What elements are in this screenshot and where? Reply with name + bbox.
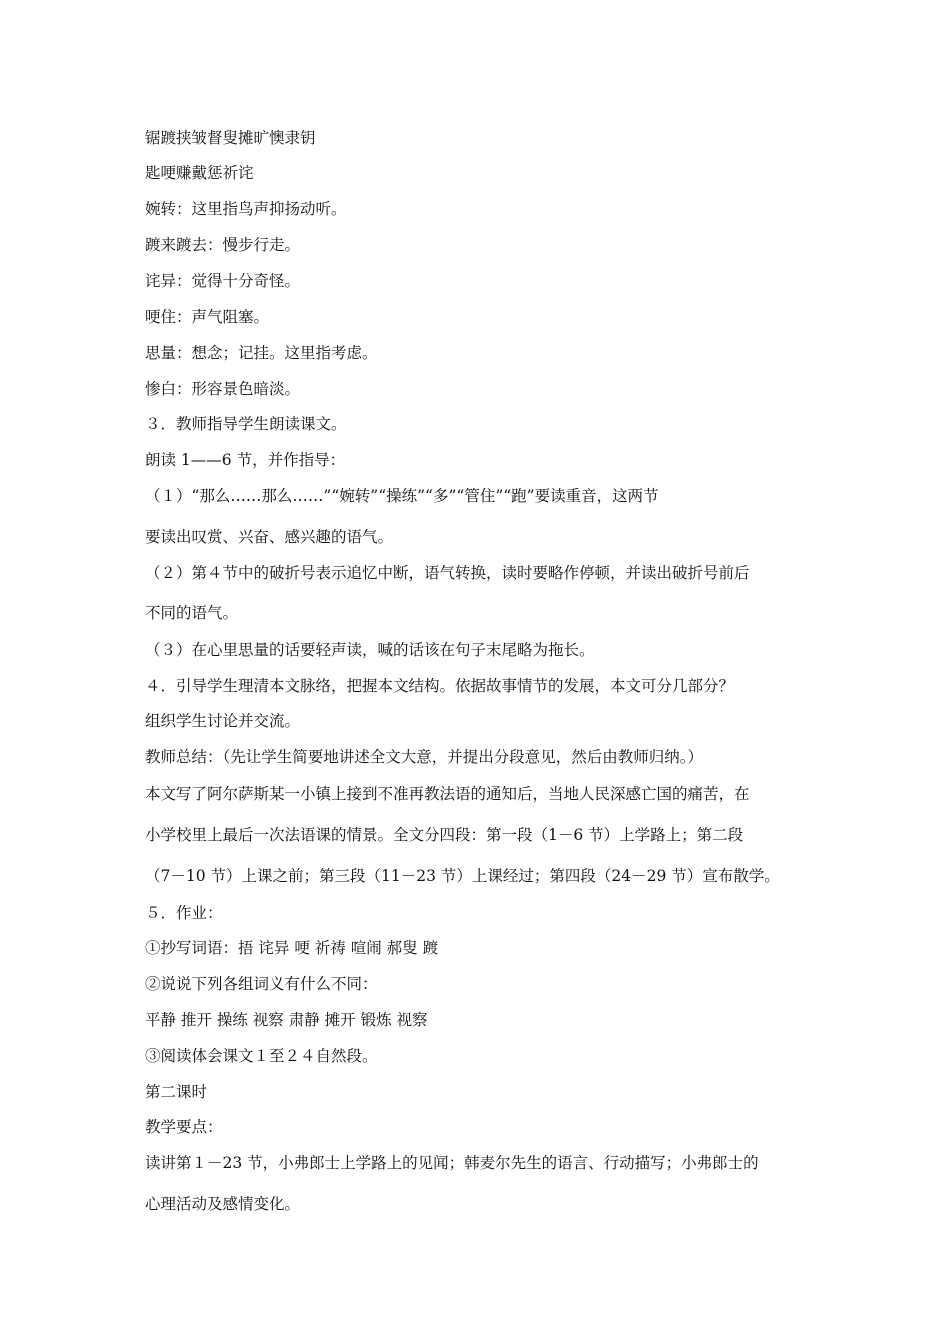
- homework-1: ①抄写词语：捂 诧异 哽 祈祷 喧闹 郝叟 踱: [145, 939, 439, 957]
- teacher-summary: 教师总结：（先让学生简要地讲述全文大意，并提出分段意见，然后由教师归纳。）: [145, 748, 704, 766]
- vocab-line-2: 匙哽赚戴惩祈诧: [145, 164, 254, 182]
- guidance-2-line-1: （２）第４节中的破折号表示追忆中断，语气转换，读时要略作停顿，并读出破折号前后: [145, 564, 750, 582]
- guidance-2-line-2: 不同的语气。: [145, 604, 239, 622]
- summary-line-1: 本文写了阿尔萨斯某一小镇上接到不准再教法语的通知后，当地人民深感亡国的痛苦，在: [145, 785, 750, 803]
- second-lesson-heading: 第二课时: [145, 1083, 208, 1101]
- definition-canbai: 惨白：形容景色暗淡。: [145, 380, 301, 398]
- word-groups: 平静 推开 操练 视察 肃静 摊开 锻炼 视察: [145, 1011, 428, 1029]
- definition-chayi: 诧异：觉得十分奇怪。: [145, 272, 301, 290]
- homework-3: ③阅读体会课文１至２４自然段。: [145, 1047, 378, 1065]
- definition-duolaiduoqu: 踱来踱去：慢步行走。: [145, 236, 301, 254]
- summary-line-3: （7－10 节）上课之前；第三段（11－23 节）上课经过；第四段（24－29 节）宣布散学。: [145, 867, 780, 885]
- step-3-heading: ３．教师指导学生朗读课文。: [145, 415, 347, 433]
- definition-wanzhuan: 婉转：这里指鸟声抑扬动听。: [145, 200, 347, 218]
- reading-instruction: 朗读 1——6 节，并作指导：: [145, 451, 346, 469]
- homework-2: ②说说下列各组词义有什么不同：: [145, 975, 378, 993]
- step-5-heading: ５．作业：: [145, 904, 223, 922]
- definition-siliang: 思量：想念；记挂。这里指考虑。: [145, 344, 378, 362]
- teaching-points-heading: 教学要点：: [145, 1118, 223, 1136]
- teaching-points-line-1: 读讲第１－23 节，小弗郎士上学路上的见闻；韩麦尔先生的语言、行动描写；小弗郎士的: [145, 1154, 759, 1172]
- guidance-1-line-1: （１）“那么……那么……”“婉转”“操练”“多”“管住”“跑”要读重音，这两节: [145, 487, 659, 505]
- vocab-line-1: 锯踱挟皱督叟摊旷懊隶钥: [145, 129, 316, 147]
- guidance-3: （３）在心里思量的话要轻声读，喊的话该在句子末尾略为拖长。: [145, 641, 595, 659]
- guidance-1-line-2: 要读出叹赏、兴奋、感兴趣的语气。: [145, 528, 394, 546]
- discussion-line: 组织学生讨论并交流。: [145, 712, 301, 730]
- definition-gengzhu: 哽住：声气阻塞。: [145, 308, 270, 326]
- summary-line-2: 小学校里上最后一次法语课的情景。全文分四段：第一段（1－6 节）上学路上；第二段: [145, 826, 744, 844]
- step-4-heading: ４．引导学生理清本文脉络，把握本文结构。依据故事情节的发展，本文可分几部分？: [145, 677, 735, 695]
- teaching-points-line-2: 心理活动及感情变化。: [145, 1195, 301, 1213]
